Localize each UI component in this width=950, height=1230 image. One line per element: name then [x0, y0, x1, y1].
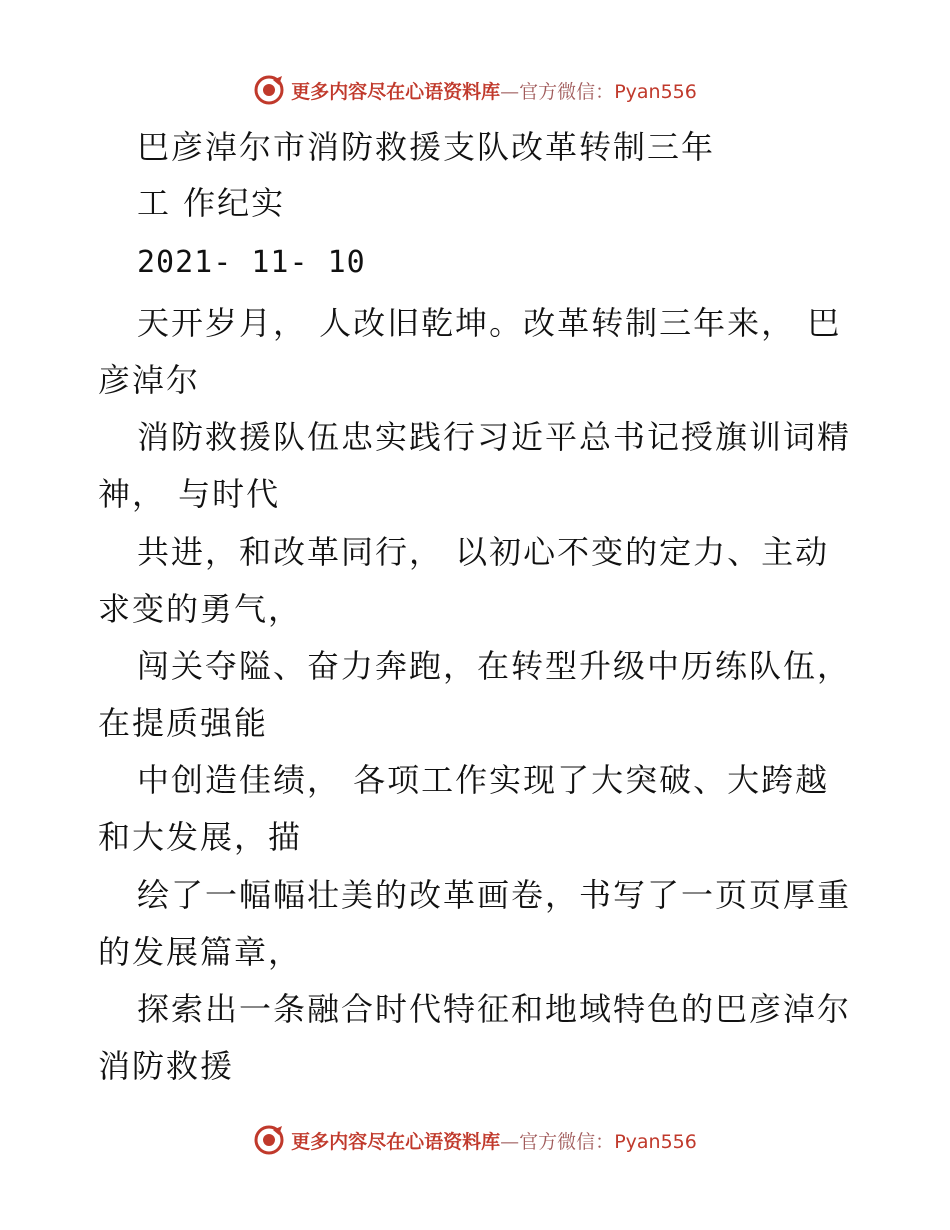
watermark-text [291, 77, 697, 104]
watermark-dash: — [500, 1130, 520, 1153]
watermark-wechat-id: Pyan556 [614, 80, 697, 103]
header-watermark [0, 70, 950, 110]
document-title-line-2: 工 作纪实 [137, 184, 286, 222]
watermark-text [291, 1127, 697, 1154]
watermark-wechat-id: Pyan556 [614, 1130, 697, 1153]
paragraph-line: 彦淖尔 [98, 361, 201, 399]
watermark-wechat-label: 官方微信： [519, 80, 615, 103]
paragraph-line: 神， 与时代 [98, 475, 281, 513]
paragraph-line: 天开岁月， 人改旧乾坤。改革转制三年来， 巴 [137, 304, 842, 342]
paragraph-line: 和大发展，描 [98, 818, 303, 856]
paragraph-line: 消防救援 [98, 1047, 235, 1085]
paragraph-line: 求变的勇气， [98, 590, 303, 628]
stamp-seal-icon [253, 74, 285, 106]
watermark-main-text: 更多内容尽在心语资料库 [291, 1130, 501, 1153]
paragraph-line: 探索出一条融合时代特征和地域特色的巴彦淖尔 [137, 990, 852, 1028]
watermark-main-text: 更多内容尽在心语资料库 [291, 80, 501, 103]
paragraph-line: 在提质强能 [98, 704, 269, 742]
paragraph-line: 闯关夺隘、奋力奔跑，在转型升级中历练队伍， [137, 647, 852, 685]
stamp-seal-icon [253, 1124, 285, 1156]
document-date: 2021- 11- 10 [137, 245, 366, 280]
watermark-wechat-label: 官方微信： [519, 1130, 615, 1153]
paragraph-line: 的发展篇章， [98, 933, 303, 971]
document-title-line-1: 巴彦淖尔市消防救援支队改革转制三年 [137, 128, 716, 166]
paragraph-line: 中创造佳绩， 各项工作实现了大突破、大跨越 [137, 761, 830, 799]
paragraph-line: 绘了一幅幅壮美的改革画卷，书写了一页页厚重 [137, 876, 852, 914]
watermark-dash: — [500, 80, 520, 103]
footer-watermark [0, 1120, 950, 1160]
paragraph-line: 消防救援队伍忠实践行习近平总书记授旗训词精 [137, 418, 852, 456]
paragraph-line: 共进，和改革同行， 以初心不变的定力、主动 [137, 533, 830, 571]
